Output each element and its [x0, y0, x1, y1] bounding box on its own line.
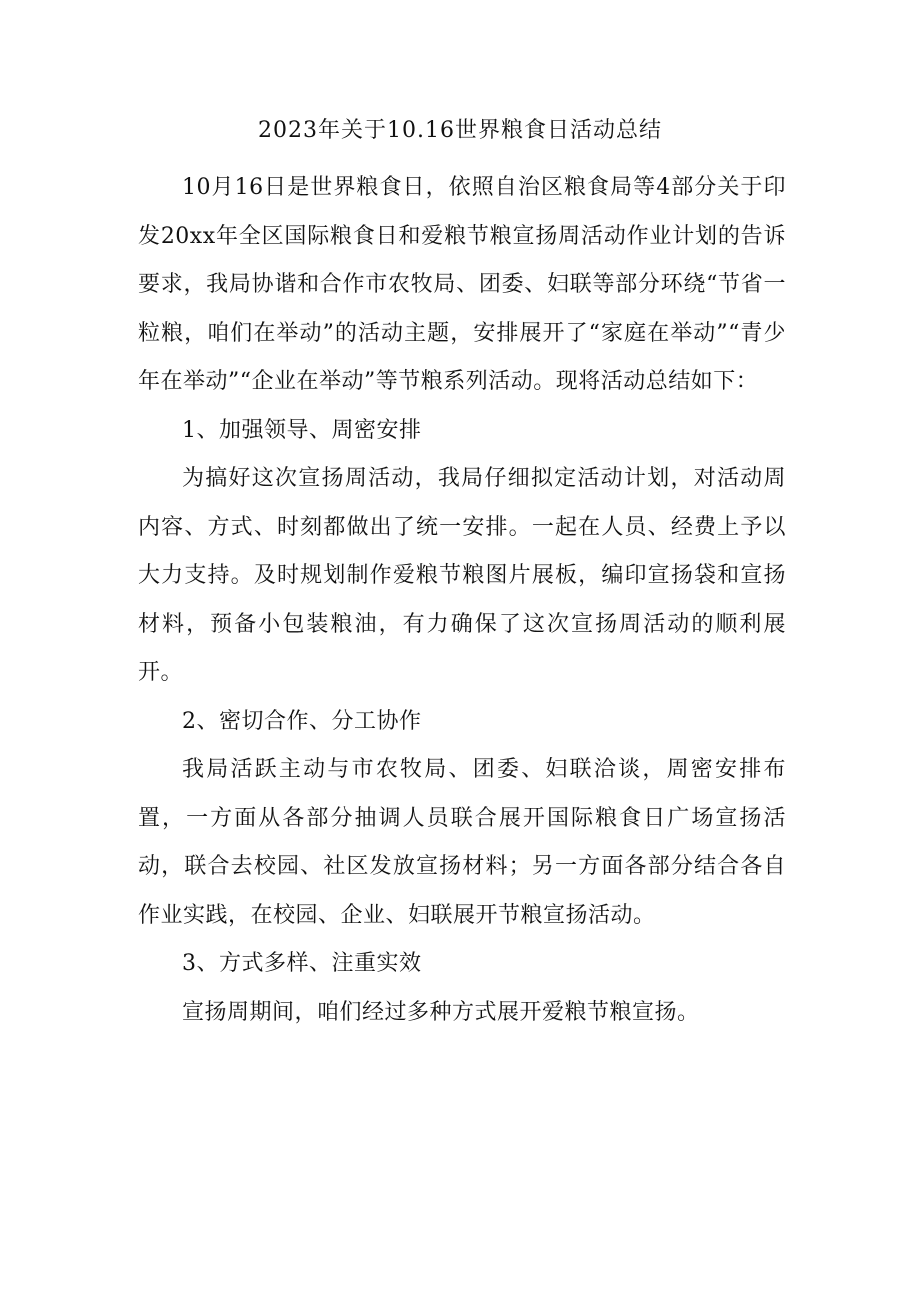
section-1-heading: 1、加强领导、周密安排: [182, 417, 422, 443]
document-title: 2023年关于10.16世界粮食日活动总结: [258, 118, 662, 143]
section-1-paragraph: 为搞好这次宣扬周活动，我局仔细拟定活动计划，对活动周内容、方式、时刻都做出了统一安排。一起在人员、经费上予以大力支持。及时规划制作爱粮节粮图片展板，编印宣扬袋和宣扬材料，预备小包装粮油，有力确保了这次宣扬周活动的顺利展开。: [138, 466, 786, 685]
section-3-heading: 3、方式多样、注重实效: [182, 951, 422, 976]
document-body: [138, 164, 786, 1037]
section-2-paragraph: 我局活跃主动与市农牧局、团委、妇联洽谈，周密安排布置，一方面从各部分抽调人员联合展开国际粮食日广场宣扬活动，联合去校园、社区发放宣扬材料；另一方面各部分结合各自作业实践，在校园、企业、妇联展开节粮宣扬活动。: [138, 757, 786, 928]
section-3-paragraph: 宣扬周期间，咱们经过多种方式展开爱粮节粮宣扬。: [182, 999, 700, 1025]
section-2-heading: 2、密切合作、分工协作: [182, 708, 422, 734]
intro-paragraph: 10月16日是世界粮食日，依照自治区粮食局等4部分关于印发20xx年全区国际粮食日和爱粮节粮宣扬周活动作业计划的告诉要求，我局协谐和合作市农牧局、团委、妇联等部分环绕“节省一粒粮，咱们在举动”的活动主题，安排展开了“家庭在举动”“青少年在举动”“企业在举动”等节粮系列活动。现将活动总结如下：: [138, 175, 786, 394]
